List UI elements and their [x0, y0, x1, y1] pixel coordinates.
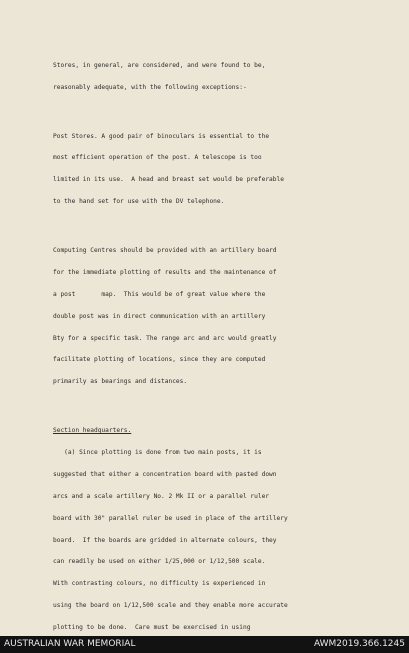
section-hq-heading: Section headquarters. — [53, 427, 132, 435]
computing-centres-line: Bty for a specific task. The range arc and arc would greatly — [53, 334, 277, 342]
archive-name: AUSTRALIAN WAR MEMORIAL — [4, 639, 136, 649]
section-hq-a-line: board. If the boards are gridded in alternate colours, they — [53, 536, 277, 544]
computing-centres-line: a post map. This would be of great value where the — [53, 290, 266, 298]
post-stores-line: Post Stores. A good pair of binoculars is essential to the — [53, 132, 270, 140]
computing-centres-line: Computing Centres should be provided with an artillery board — [53, 247, 277, 255]
section-hq-a-line: board with 30" parallel ruler be used in place of the artillery — [53, 514, 288, 522]
computing-centres-line: facilitate plotting of locations, since they are computed — [53, 356, 266, 364]
accession-number: AWM2019.366.1245 — [313, 639, 405, 649]
section-hq-a-line: using the board on 1/12,500 scale and they enable more accurate — [53, 602, 288, 610]
section-hq-a-line: (a) Since plotting is done from two main posts, it is — [53, 449, 262, 457]
section-hq-a-line: plotting to be done. Care must be exercised in using — [53, 624, 251, 632]
computing-centres-line: double post was in direct communication with an artillery — [53, 312, 266, 320]
intro-line: Stores, in general, are considered, and were found to be, — [53, 61, 266, 69]
section-hq-a-line: arcs and a scale artillery No. 2 Mk II or a parallel ruler — [53, 492, 270, 500]
section-hq-a-line: can readily be used on either 1/25,000 or 1/12,500 scale. — [53, 558, 266, 566]
post-stores-line: to the hand set for use with the DV telephone. — [53, 198, 225, 206]
archive-footer — [0, 636, 409, 653]
computing-centres-line: for the immediate plotting of results and the maintenance of — [53, 268, 277, 276]
section-hq-a-line: suggested that either a concentration board with pasted down — [53, 470, 277, 478]
section-hq-a-line: With contrasting colours, no difficulty is experienced in — [53, 580, 266, 588]
document-body — [53, 40, 388, 636]
computing-centres-line: primarily as bearings and distances. — [53, 378, 188, 386]
post-stores-line: most efficient operation of the post. A telescope is too — [53, 154, 262, 162]
intro-line: reasonably adequate, with the following exceptions:- — [53, 83, 247, 91]
post-stores-line: limited in its use. A head and breast set would be preferable — [53, 176, 284, 184]
